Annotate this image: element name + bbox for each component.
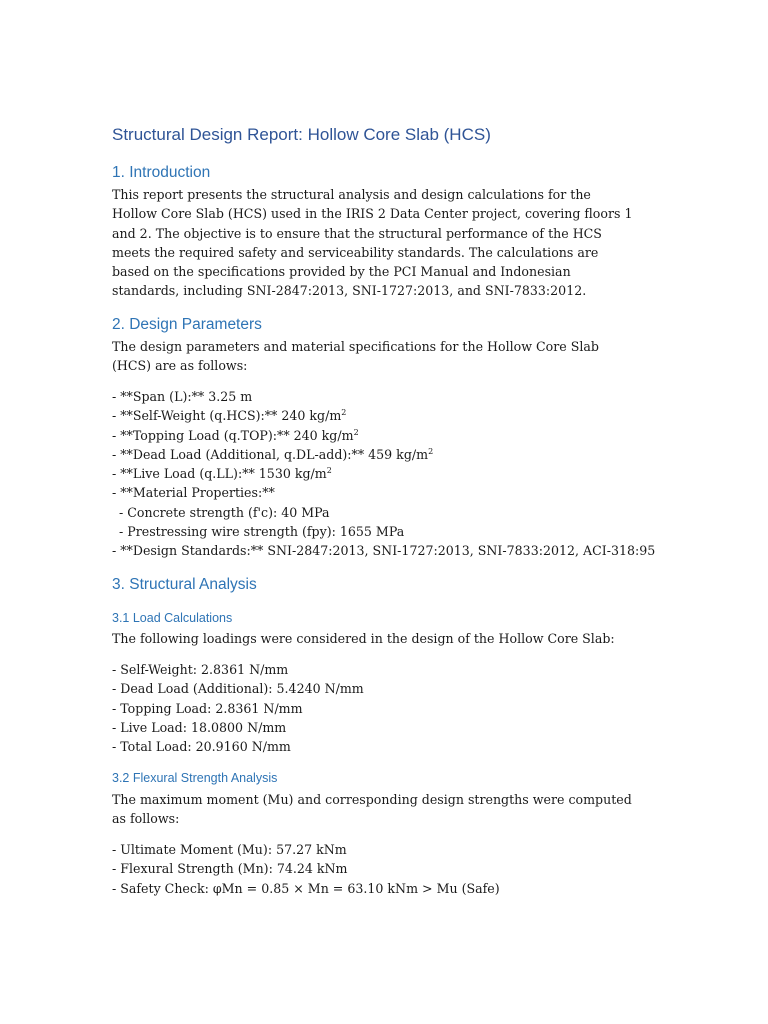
superscript: 2 — [326, 466, 332, 476]
list-item: - **Span (L):** 3.25 m — [112, 389, 253, 404]
list-item: - Flexural Strength (Mn): 74.24 kNm — [112, 861, 348, 877]
list-item: - Self-Weight: 2.8361 N/mm — [112, 662, 289, 677]
list-item: - Safety Check: φMn = 0.85 × Mn = 63.10 kNm > Mu (Safe) — [112, 880, 500, 896]
list-item: - **Dead Load (Additional, q.DL-add):** 459 $kg/m^2$ — [112, 446, 434, 462]
flexural-strength-paragraph: The maximum moment (Mu) and corresponding design strengths were computed as follows: — [112, 792, 632, 827]
heading-design-parameters: 2. Design Parameters — [112, 316, 262, 333]
list-item: - **Topping Load (q.TOP):** 240 $kg/m^2$ — [112, 427, 359, 443]
heading-introduction: 1. Introduction — [112, 164, 211, 181]
list-item: - Live Load: 18.0800 N/mm — [112, 719, 287, 735]
load-calculations-list — [112, 660, 364, 756]
list-item: - Topping Load: 2.8361 N/mm — [112, 700, 303, 716]
list-item: - **Material Properties:** — [112, 485, 275, 501]
list-item: - Total Load: 20.9160 N/mm — [112, 739, 291, 755]
list-item: - **Design Standards:** SNI-2847:2013, SNI-1727:2013, SNI-7833:2012, ACI-318:95 — [112, 543, 656, 559]
superscript: 2 — [428, 446, 434, 456]
report-title: Structural Design Report: Hollow Core Slab (HCS) — [112, 125, 491, 144]
list-item: - **Live Load (q.LL):** 1530 $kg/m^2$ — [112, 466, 332, 482]
list-item: - Ultimate Moment (Mu): 57.27 kNm — [112, 842, 347, 857]
heading-load-calculations: 3.1 Load Calculations — [112, 611, 233, 625]
list-item: - Prestressing wire strength (fpy): 1655 MPa — [119, 524, 405, 540]
load-calculations-paragraph: The following loadings were considered in the design of the Hollow Core Slab: — [112, 631, 615, 646]
heading-flexural-strength: 3.2 Flexural Strength Analysis — [112, 771, 278, 785]
introduction-paragraph: This report presents the structural analysis and design calculations for the Hollow Core Slab (HCS) used in the IRIS 2 Data Center project, covering floors 1 and 2. The objective is to ensure that the structural performance of the HCS meets the required safety and serviceability standards. The calculations are based on the specifications provided by the PCI Manual and Indonesian standards, including SNI-2847:2013, SNI-1727:2013, and SNI-7833:2012. — [112, 187, 633, 299]
list-item: - **Self-Weight (q.HCS):** 240 $kg/m^2$ — [112, 408, 347, 424]
list-item: - Dead Load (Additional): 5.4240 N/mm — [112, 681, 364, 697]
flexural-strength-list — [112, 840, 500, 898]
heading-structural-analysis: 3. Structural Analysis — [112, 576, 257, 593]
superscript: 2 — [341, 408, 347, 418]
design-parameters-paragraph: The design parameters and material specifications for the Hollow Core Slab (HCS) are as follows: — [112, 339, 599, 374]
design-parameters-list — [112, 387, 655, 561]
list-item: - Concrete strength (f'c): 40 MPa — [119, 504, 330, 520]
superscript: 2 — [353, 427, 359, 437]
